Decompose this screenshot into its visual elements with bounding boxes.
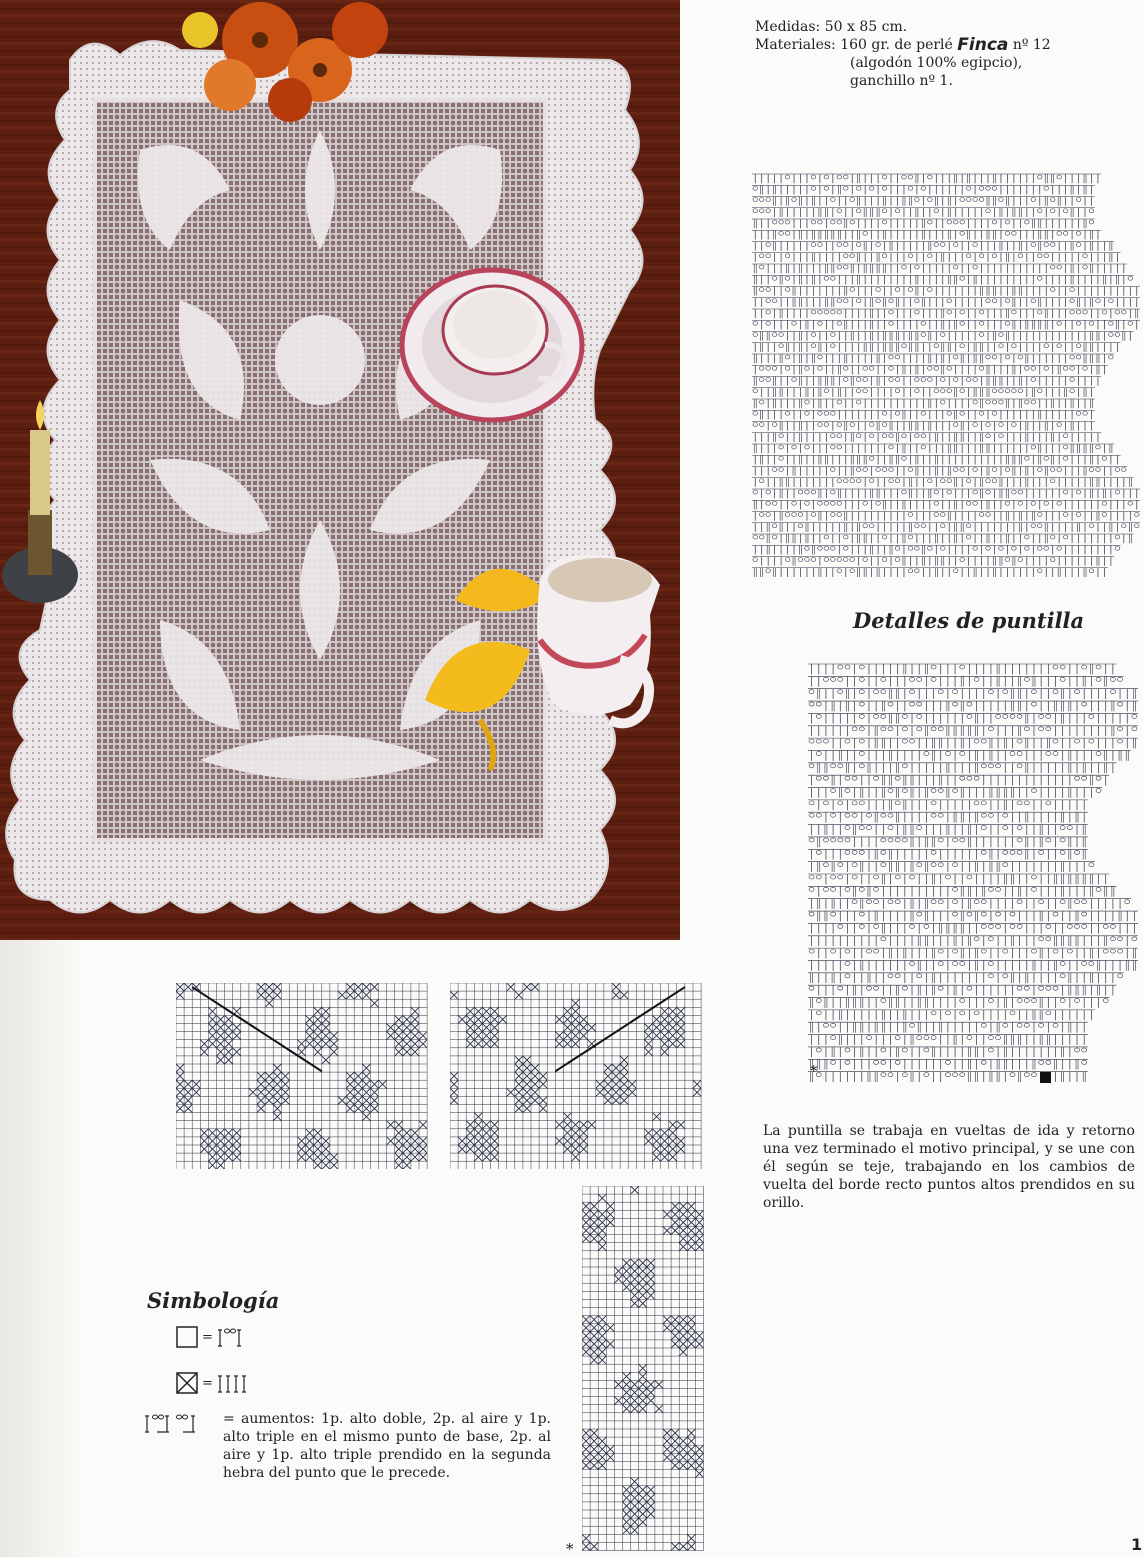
legend-equals-1: = (202, 1329, 213, 1345)
filled-blocks (582, 1186, 704, 1551)
filled-blocks (176, 983, 427, 1169)
medidas-value: 50 x 85 cm. (824, 19, 908, 35)
table-runner-illustration (0, 0, 680, 940)
legend-equals-2: = (202, 1375, 213, 1391)
brand-name: Finca (957, 35, 1009, 55)
medidas-line (755, 18, 1051, 36)
specs-block (755, 18, 1051, 90)
stitch-rows (752, 174, 1140, 577)
materiales-line-3: ganchillo nº 1. (850, 73, 953, 89)
edging-symbol-chart-top (752, 172, 1142, 582)
filet-chart-left-corner (176, 983, 428, 1169)
puntilla-heading: Detalles de puntilla (853, 608, 1085, 633)
start-asterisk-strip: * (566, 1540, 574, 1558)
puntilla-description: La puntilla se trabaja en vueltas de ida y retorno una vez terminado el motivo principal, y se une con él según se teje, trabajando en los cambios de vuelta del borde recto puntos altos prendidos en su orillo. (763, 1123, 1135, 1211)
materiales-label: Materiales: (755, 37, 836, 53)
materiales-text: 160 gr. de perlé (840, 37, 953, 53)
table-runner-photo (0, 0, 680, 940)
materiales-line (755, 36, 1051, 54)
materiales-line-2: (algodón 100% egipcio), (850, 55, 1023, 71)
page-number: 1 (1131, 1535, 1143, 1554)
start-asterisk-detail: * (810, 1062, 818, 1080)
materiales-number: nº 12 (1012, 37, 1051, 53)
stitch-open-mesh-icon (217, 1326, 247, 1348)
increase-stitch-icon (143, 1412, 219, 1436)
filet-chart-side-strip (582, 1186, 706, 1551)
filet-chart-right-corner (450, 983, 704, 1169)
legend-increase (143, 1412, 219, 1436)
legend-open-square (176, 1326, 247, 1348)
medidas-label: Medidas: (755, 19, 821, 35)
stitch-rows (808, 664, 1138, 1082)
filled-square-icon (176, 1372, 198, 1394)
edging-symbol-chart-detail (808, 662, 1143, 1102)
end-marker-square (1040, 1072, 1051, 1083)
legend-increase-description: = aumentos: 1p. alto doble, 2p. al aire y 1p. alto triple en el mismo punto de base, 2p. al aire y 1p. alto triple prendido en la segunda hebra del punto que le precede. (223, 1411, 551, 1481)
legend-title: Simbología (147, 1288, 280, 1313)
stitch-block-icon (217, 1372, 251, 1394)
open-square-icon (176, 1326, 198, 1348)
legend-filled-square (176, 1372, 251, 1394)
